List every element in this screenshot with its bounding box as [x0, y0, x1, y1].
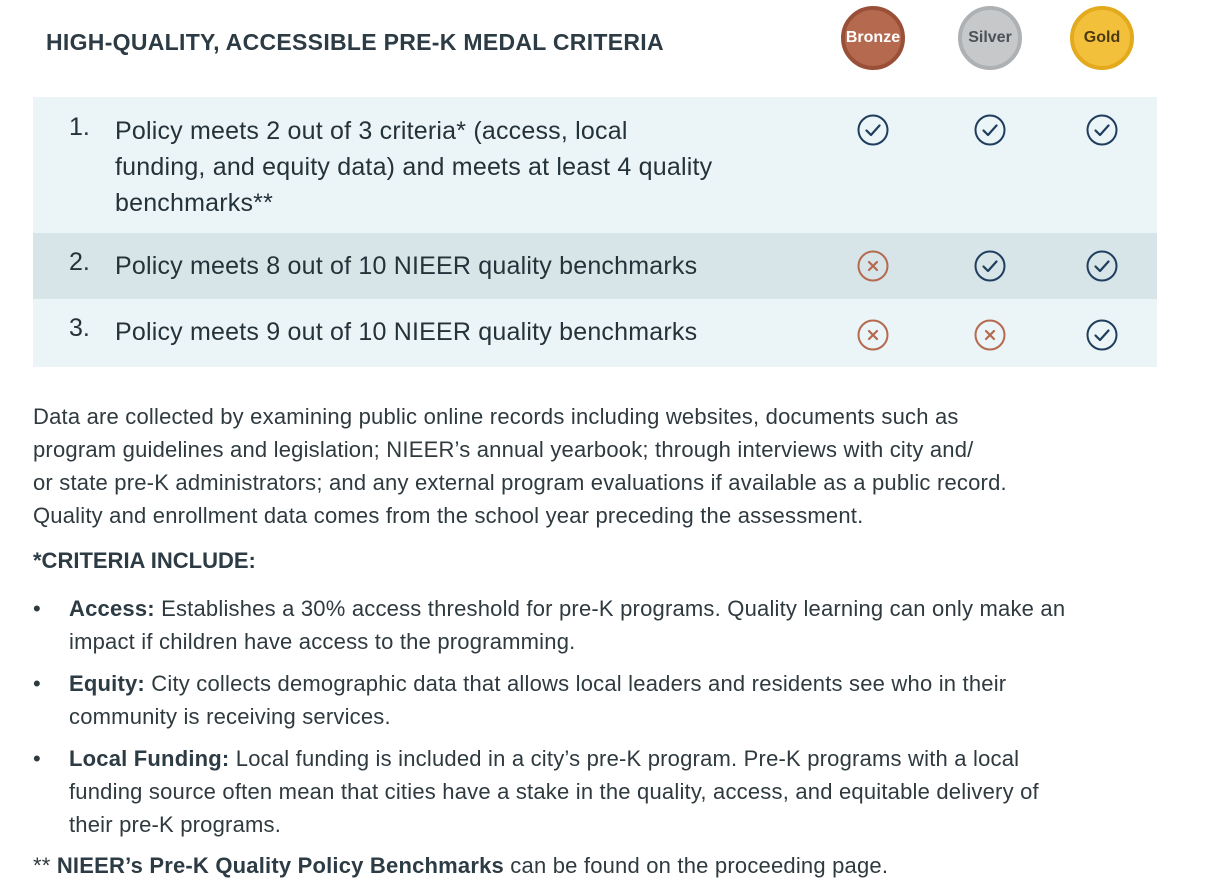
bullet-icon: • [33, 596, 41, 621]
footnote-prefix: ** [33, 853, 57, 878]
criteria-table [33, 97, 1157, 367]
criteria-heading: *CRITERIA INCLUDE: [33, 548, 256, 573]
bullet-text: Establishes a 30% access threshold for pre-K programs. Quality learning can only make an [154, 596, 1066, 621]
gold-status-icon check-circle-icon [1086, 250, 1118, 282]
silver-status-icon x-circle-icon [974, 319, 1006, 351]
data-collection-paragraph [33, 400, 1163, 532]
criteria-text-line: funding, and equity data) and meets at least 4 quality [115, 153, 713, 181]
criteria-text-line: Policy meets 8 out of 10 NIEER quality benchmarks [115, 252, 698, 280]
bullet-text: Local funding is included in a city’s pre-K program. Pre-K programs with a local [229, 746, 1020, 771]
gold-medal-icon: Gold [1070, 6, 1134, 70]
bullet-label: Access: [69, 596, 155, 621]
footnote [33, 853, 888, 879]
list-item-access [33, 592, 1173, 658]
criteria-text-line: Policy meets 9 out of 10 NIEER quality benchmarks [115, 318, 698, 346]
criteria-number: 1. [69, 113, 90, 141]
criteria-list [33, 592, 1173, 850]
bullet-icon: • [33, 746, 41, 771]
bullet-icon: • [33, 671, 41, 696]
footnote-text: can be found on the proceeding page. [504, 853, 889, 878]
bullet-text: their pre-K programs. [69, 812, 282, 837]
bronze-status-icon x-circle-icon [857, 250, 889, 282]
page-title: HIGH-QUALITY, ACCESSIBLE PRE-K MEDAL CRITERIA [46, 29, 664, 55]
bronze-status-icon check-circle-icon [857, 114, 889, 146]
criteria-text [115, 314, 805, 350]
silver-medal-icon: Silver [958, 6, 1022, 70]
paragraph-line: Data are collected by examining public online records including websites, documents such as [33, 404, 959, 429]
list-item-local-funding [33, 742, 1173, 841]
criteria-text [115, 113, 805, 221]
bronze-status-icon x-circle-icon [857, 319, 889, 351]
bullet-label: Local Funding: [69, 746, 230, 771]
criteria-number: 2. [69, 248, 90, 276]
list-item-equity [33, 667, 1173, 733]
silver-status-icon check-circle-icon [974, 250, 1006, 282]
bronze-medal-icon: Bronze [841, 6, 905, 70]
silver-status-icon check-circle-icon [974, 114, 1006, 146]
bullet-text: impact if children have access to the programming. [69, 629, 576, 654]
criteria-number: 3. [69, 314, 90, 342]
bullet-text: funding source often mean that cities have a stake in the quality, access, and equitable delivery of [69, 779, 1039, 804]
footnote-link-text: NIEER’s Pre-K Quality Policy Benchmarks [56, 853, 504, 878]
criteria-row-2 [33, 233, 1157, 299]
gold-status-icon check-circle-icon [1086, 319, 1118, 351]
criteria-row-3 [33, 299, 1157, 367]
paragraph-line: program guidelines and legislation; NIEER’s annual yearbook; through interviews with city and/ [33, 437, 974, 462]
criteria-text-line: benchmarks** [115, 189, 274, 217]
bullet-text: City collects demographic data that allows local leaders and residents see who in their [144, 671, 1007, 696]
criteria-text [115, 248, 805, 284]
bullet-text: community is receiving services. [69, 704, 391, 729]
paragraph-line: or state pre-K administrators; and any external program evaluations if available as a public record. [33, 470, 1007, 495]
bullet-label: Equity: [69, 671, 145, 696]
gold-status-icon check-circle-icon [1086, 114, 1118, 146]
criteria-row-1 [33, 97, 1157, 233]
criteria-text-line: Policy meets 2 out of 3 criteria* (access, local [115, 117, 628, 145]
paragraph-line: Quality and enrollment data comes from the school year preceding the assessment. [33, 503, 864, 528]
